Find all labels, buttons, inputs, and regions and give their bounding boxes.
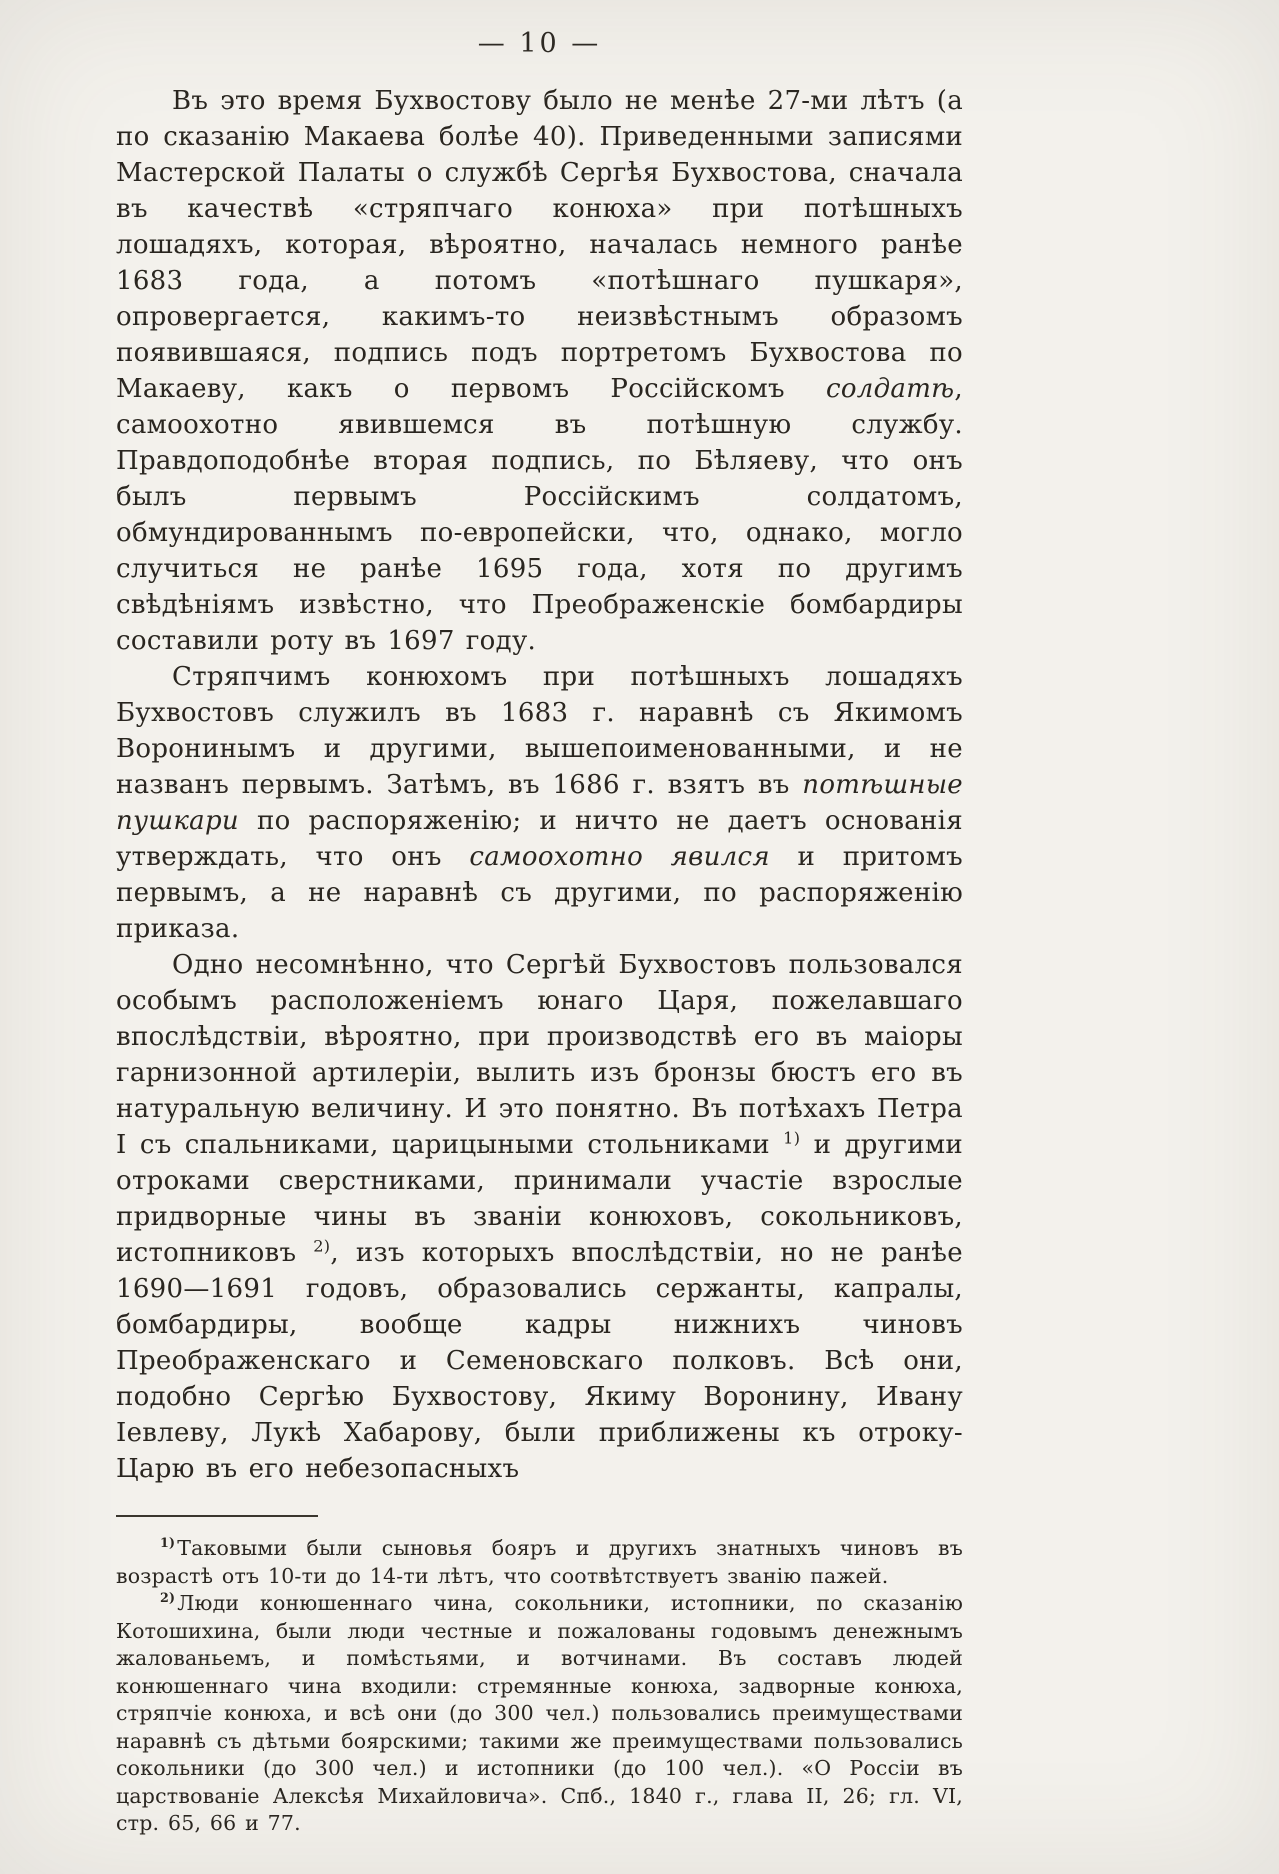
footnote-ref-2: 2) (313, 1236, 331, 1256)
paragraph-3 (116, 947, 963, 1487)
page-header (116, 28, 963, 59)
footnote-separator (116, 1515, 318, 1517)
footnote-text: Люди конюшеннаго чина, сокольники, истопники, по сказанію Котошихина, были люди честные и пожалованы годовымъ денежнымъ жалованьемъ, и помѣстьями, и вотчинами. Въ составъ людей конюшеннаго чина входили: стремянные конюха, задворные конюха, стряпчіе конюха, и всѣ они (до 300 чел.) пользовались преимуществами наравнѣ съ дѣтьми боярскими; такими же преимуществами пользовались сокольники (до 300 чел.) и истопники (до 100 чел.). «О Россіи въ царствованіе Алексѣя Михайловича». Спб., 1840 г., глава II, 26; гл. VI, стр. 65, 66 и 77. (116, 1591, 963, 1835)
paragraph-2 (116, 659, 963, 947)
text-run: Въ это время Бухвостову было не менѣе 27-ми лѣтъ (а по сказанію Макаева болѣе 40). Приведенными записями Мастерской Палаты о службѣ Сергѣя Бухвостова, сначала въ качествѣ «стряпчаго конюха» при потѣшныхъ лошадяхъ, которая, вѣроятно, началась немного ранѣе 1683 года, а потомъ «потѣшнаго пушкаря», опровергается, какимъ-то неизвѣстнымъ образомъ появившаяся, подпись подъ портретомъ Бухвостова по Макаеву, какъ о первомъ Россійскомъ (116, 86, 963, 404)
footnote-2 (116, 1590, 963, 1838)
paragraph-1 (116, 83, 963, 659)
footnote-ref-1: 1) (783, 1128, 801, 1148)
italic-text-run: самоохотно явился (469, 842, 770, 872)
text-run: Одно несомнѣнно, что Сергѣй Бухвостовъ пользовался особымъ расположеніемъ юнаго Царя, пожелавшаго впослѣдствіи, вѣроятно, при производствѣ его въ маіоры гарнизонной артилеріи, вылить изъ бронзы бюстъ его въ натуральную величину. И это понятно. Въ потѣхахъ Петра I съ спальниками, царицыными стольниками (116, 950, 963, 1160)
footnote-marker-1: 1) (160, 1535, 176, 1551)
text-run: , изъ которыхъ впослѣдствіи, но не ранѣе 1690—1691 годовъ, образовались сержанты, капралы, бомбардиры, вообще кадры нижнихъ чиновъ Преображенскаго и Семеновскаго полковъ. Всѣ они, подобно Сергѣю Бухвостову, Якиму Воронину, Ивану Іевлеву, Лукѣ Хабарову, были приближены къ отроку-Царю въ его небезопасныхъ (116, 1238, 963, 1484)
text-run: и притомъ первымъ, а не наравнѣ съ другими, по распоряженію приказа. (116, 842, 963, 944)
italic-text-run: потѣшные пушкари (116, 770, 963, 836)
footnote-1 (116, 1535, 963, 1590)
main-text (116, 83, 963, 1487)
italic-text-run: солдатѣ (825, 374, 955, 404)
footnote-marker-2: 2) (160, 1590, 176, 1606)
footnotes-section (116, 1535, 963, 1838)
text-run: Стряпчимъ конюхомъ при потѣшныхъ лошадяхъ Бухвостовъ служилъ въ 1683 г. наравнѣ съ Якимомъ Воронинымъ и другими, вышепоименованными, и не названъ первымъ. Затѣмъ, въ 1686 г. взятъ въ (116, 662, 963, 800)
text-run: и другими отроками сверстниками, принимали участіе взрослые придворные чины въ званіи конюховъ, сокольниковъ, истопниковъ (116, 1130, 964, 1268)
text-run: по распоряженію; и ничто не даетъ основанія утверждать, что онъ (116, 806, 963, 872)
footnote-text: Таковыми были сыновья бояръ и другихъ знатныхъ чиновъ въ возрастѣ отъ 10-ти до 14-ти лѣтъ, что соотвѣтствуетъ званію пажей. (116, 1536, 963, 1588)
text-run: , самоохотно явившемся въ потѣшную службу. Правдоподобнѣе вторая подпись, по Бѣляеву, что онъ былъ первымъ Россійскимъ солдатомъ, обмундированнымъ по-европейски, что, однако, могло случиться не ранѣе 1695 года, хотя по другимъ свѣдѣніямъ извѣстно, что Преображенскіе бомбардиры составили роту въ 1697 году. (116, 374, 963, 656)
page-number: — 10 — (477, 28, 602, 59)
